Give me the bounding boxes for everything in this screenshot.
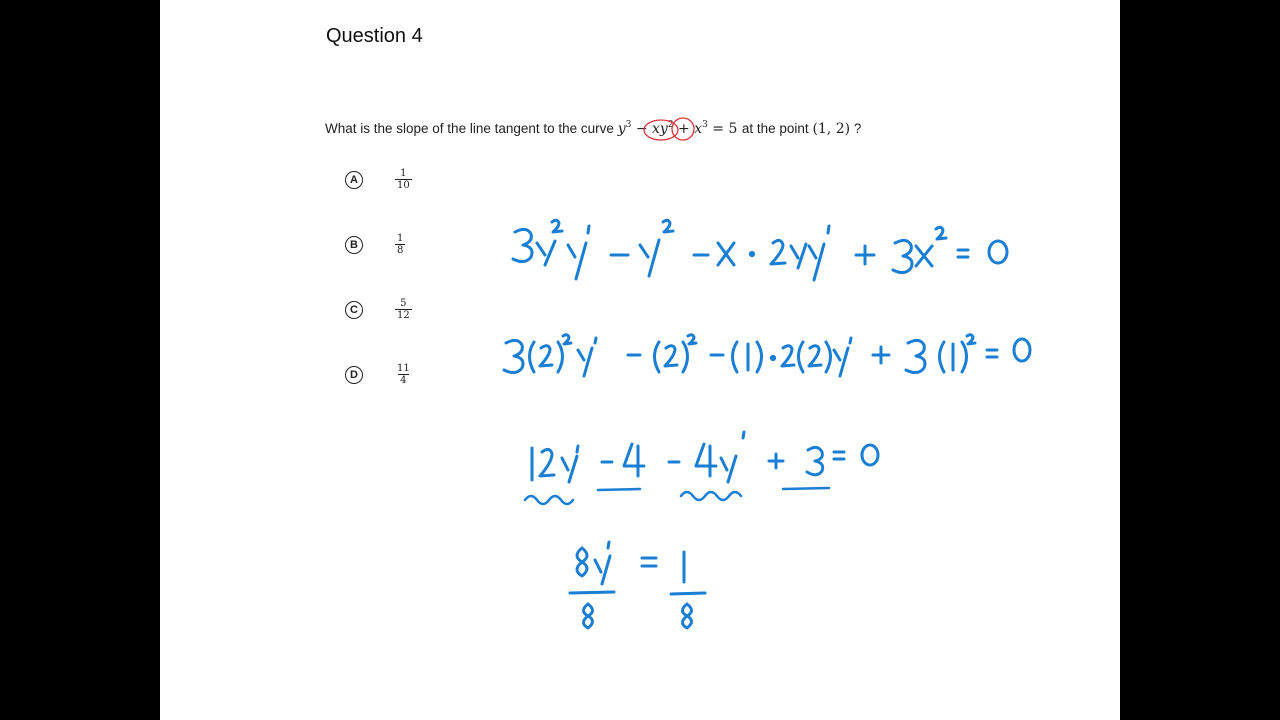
curve-equation: $y^3 - xy^2 + x^3 = 5$ (617, 120, 738, 137)
choice-a-fraction: $\frac{1}{10}$ (397, 168, 410, 191)
question-mark: ? (853, 121, 862, 136)
choice-d-bubble[interactable]: D (345, 366, 363, 384)
ink-line-3 (525, 432, 878, 504)
ink-line-2 (504, 335, 1030, 376)
choice-a-bubble[interactable]: A (345, 171, 363, 189)
choice-b-fraction: $\frac{1}{8}$ (397, 233, 404, 256)
ink-line-1 (513, 220, 1007, 280)
choice-d-fraction: $\frac{11}{4}$ (397, 363, 410, 386)
choice-c-fraction: $\frac{5}{12}$ (397, 298, 410, 321)
choice-c-bubble[interactable]: C (345, 301, 363, 319)
question-title: Question 4 (326, 25, 423, 47)
red-circle-marks (644, 118, 694, 140)
point-coordinates: (1, 2) (812, 121, 851, 137)
at-point-text: at the point (741, 121, 809, 136)
prompt-text: What is the slope of the line tangent to the curve (325, 121, 614, 136)
ink-line-4 (570, 542, 705, 628)
choice-b-bubble[interactable]: B (345, 236, 363, 254)
